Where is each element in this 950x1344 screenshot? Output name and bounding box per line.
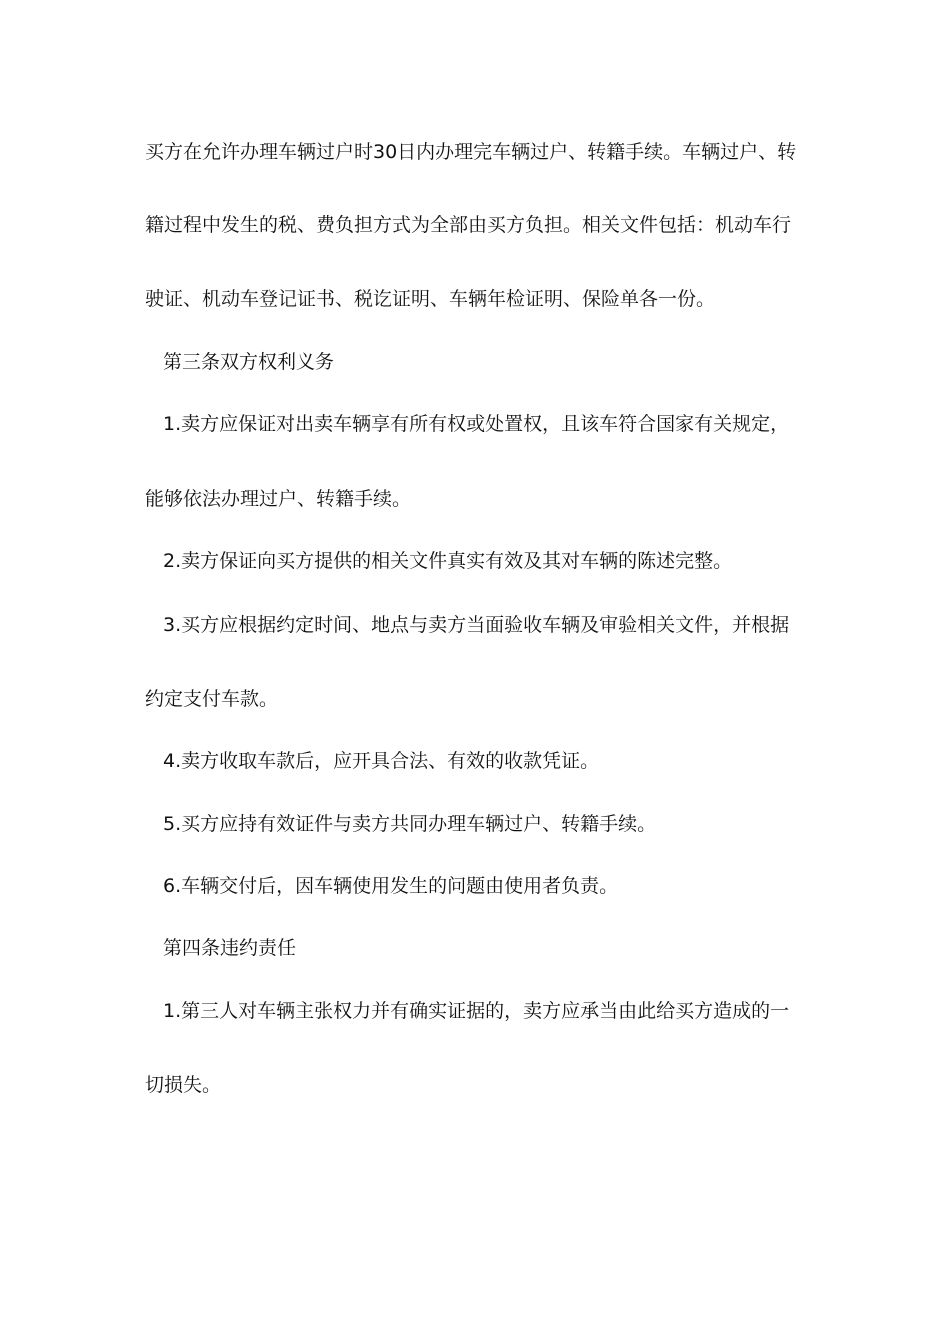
- paragraph-line: 买方在允许办理车辆过户时30日内办理完车辆过户、转籍手续。车辆过户、转: [145, 141, 797, 163]
- paragraph-line: 3.买方应根据约定时间、地点与卖方当面验收车辆及审验相关文件，并根据: [163, 614, 790, 636]
- paragraph-line: 4.卖方收取车款后，应开具合法、有效的收款凭证。: [163, 750, 600, 772]
- section-heading: 第三条双方权利义务: [163, 351, 335, 373]
- paragraph-line: 1.卖方应保证对出卖车辆享有所有权或处置权，且该车符合国家有关规定，: [163, 413, 790, 435]
- section-heading: 第四条违约责任: [163, 937, 297, 959]
- paragraph-line: 5.买方应持有效证件与卖方共同办理车辆过户、转籍手续。: [163, 813, 657, 835]
- paragraph-line: 籍过程中发生的税、费负担方式为全部由买方负担。相关文件包括：机动车行: [145, 214, 792, 236]
- paragraph-line: 约定支付车款。: [145, 688, 279, 710]
- paragraph-line: 驶证、机动车登记证书、税讫证明、车辆年检证明、保险单各一份。: [145, 288, 716, 310]
- paragraph-line: 2.卖方保证向买方提供的相关文件真实有效及其对车辆的陈述完整。: [163, 550, 733, 572]
- paragraph-line: 1.第三人对车辆主张权力并有确实证据的，卖方应承当由此给买方造成的一: [163, 1000, 790, 1022]
- paragraph-line: 能够依法办理过户、转籍手续。: [145, 488, 412, 510]
- paragraph-line: 切损失。: [145, 1074, 222, 1096]
- paragraph-line: 6.车辆交付后，因车辆使用发生的问题由使用者负责。: [163, 875, 619, 897]
